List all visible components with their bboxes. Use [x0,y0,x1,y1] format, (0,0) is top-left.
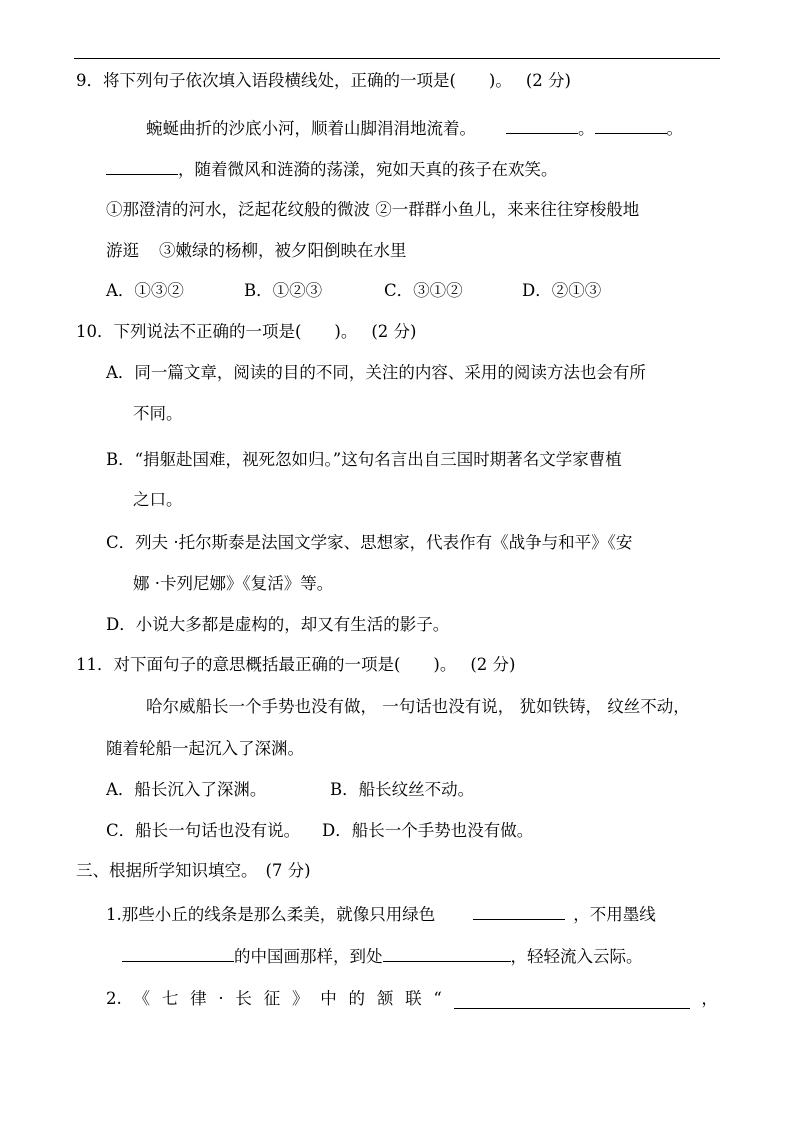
q9-passage-line2: ，随着微风和涟漪的荡漾，宛如天真的孩子在欢笑。 [106,158,558,180]
q10-option-b[interactable]: B．“捐躯赴国难，视死忽如归。”这句名言出自三国时期著名文学家曹植 [106,450,622,469]
q10-stem: 10．下列说法不正确的一项是( )。 (2 分) [76,322,417,341]
top-rule [74,58,720,59]
q9-passage-line1: 蜿蜒曲折的沙底小河，顺着山脚涓涓地流着。 。 。 [146,119,683,138]
q10-option-c[interactable]: C．列夫 ·托尔斯泰是法国文学家、思想家，代表作有《战争与和平》《安 [106,533,633,552]
q11-passage-line1: 哈尔威船长一个手势也没有做， 一句话也没有说， 犹如铁铸， 纹丝不动， [146,697,690,716]
q9-blank-2[interactable] [595,117,667,134]
q9-sentences-line1: ①那澄清的河水，泛起花纹般的微波 ②一群群小鱼儿，来来往往穿梭般地 [106,200,640,219]
q9-option-a[interactable]: A．①③② [106,281,184,300]
q11-stem: 11．对下面句子的意思概括最正确的一项是( )。 (2 分) [76,655,516,674]
section3-title: 三、根据所学知识填空。 (7 分) [76,861,311,880]
s3-item1-blank-1[interactable] [473,903,565,920]
s3-item1-blank-3[interactable] [383,945,511,962]
q11-option-a[interactable]: A．船长沉入了深渊。 [106,780,267,799]
q9-option-d[interactable]: D．②①③ [522,281,602,300]
q10-option-c-cont: 娜 ·卡列尼娜》《复活》等。 [133,574,334,593]
section3-item2-line: 2. 《 七 律 · 长 征 》 中 的 颔 联 “ ， [106,989,718,1008]
section3-item1-line2: 的中国画那样，到处 ，轻轻流入云际。 [122,945,643,967]
section3-item1-line1: 1.那些小丘的线条是那么柔美，就像只用绿色 ，不用墨线 [106,905,656,924]
q10-option-a[interactable]: A．同一篇文章，阅读的目的不同，关注的内容、采用的阅读方法也会有所 [106,363,646,382]
q11-option-b[interactable]: B．船长纹丝不动。 [330,780,475,799]
q10-option-a-cont: 不同。 [133,404,183,423]
q9-option-c[interactable]: C．③①② [384,281,463,300]
q11-passage-line2: 随着轮船一起沉入了深渊。 [106,739,304,758]
s3-item2-blank[interactable] [454,992,690,1009]
q9-sentences-line2: 游逛 ③嫩绿的杨柳，被夕阳倒映在水里 [106,241,407,260]
q11-option-c[interactable]: C．船长一句话也没有说。 [106,821,301,840]
s3-item2-num: 2. [106,989,122,1008]
s3-item1-blank-2[interactable] [122,945,234,962]
q9-blank-1[interactable] [506,117,578,134]
q9-stem: 9．将下列句子依次填入语段横线处，正确的一项是( )。 (2 分) [76,71,571,90]
q9-option-b[interactable]: B．①②③ [244,281,323,300]
q10-option-d[interactable]: D．小说大多都是虚构的，却又有生活的影子。 [106,615,450,634]
q10-option-b-cont: 之口。 [133,490,183,509]
q9-blank-3[interactable] [106,158,178,175]
q11-option-d[interactable]: D．船长一个手势也没有做。 [322,821,534,840]
